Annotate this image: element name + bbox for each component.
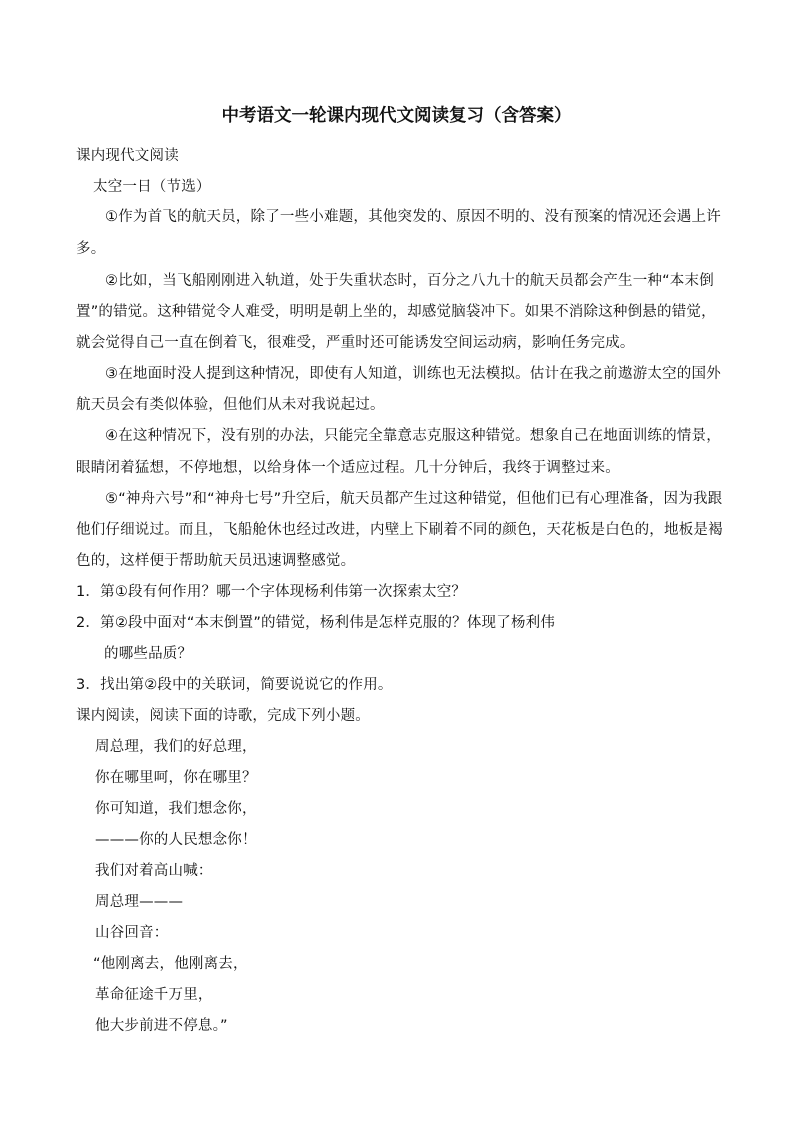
- poem-line-5: 我们对着高山喊：: [95, 863, 213, 879]
- question-2: 2．第②段中面对“本末倒置”的错觉，杨利伟是怎样克服的？体现了杨利伟: [76, 615, 556, 631]
- paragraph-3-line-1: ③在地面时没人提到这种情况，即使有人知道，训练也无法模拟。估计在我之前遨游太空的国外: [105, 366, 721, 382]
- passage-title: 太空一日（节选）: [93, 179, 211, 195]
- section-heading-modern-reading: 课内现代文阅读: [76, 148, 179, 164]
- paragraph-3-line-2: 航天员会有类似体验，但他们从未对我说起过。: [76, 397, 385, 413]
- paragraph-1-line-2: 多。: [76, 241, 106, 257]
- paragraph-2-line-1: ②比如，当飞船刚刚进入轨道，处于失重状态时，百分之八九十的航天员都会产生一种“本末倒: [105, 273, 714, 289]
- paragraph-5-line-1: ⑤“神舟六号”和“神舟七号”升空后，航天员都产生过这种错觉，但他们已有心理准备，因为我跟: [105, 491, 723, 507]
- paragraph-2-line-2: 置”的错觉。这种错觉令人难受，明明是朝上坐的，却感觉脑袋冲下。如果不消除这种倒悬的错觉，: [76, 304, 716, 320]
- poem-line-7: 山谷回音：: [95, 925, 169, 941]
- paragraph-2-line-3: 就会觉得自己一直在倒着飞，很难受，严重时还可能诱发空间运动病，影响任务完成。: [76, 335, 635, 351]
- question-2-continued: 的哪些品质？: [104, 646, 193, 662]
- document-title: 中考语文一轮课内现代文阅读复习（含答案）: [221, 106, 572, 126]
- poem-line-8: “他刚离去，他刚离去，: [93, 956, 248, 972]
- section-heading-poem-reading: 课内阅读，阅读下面的诗歌，完成下列小题。: [76, 708, 370, 724]
- poem-line-3: 你可知道，我们想念你，: [95, 801, 257, 817]
- question-3: 3．找出第②段中的关联词，简要说说它的作用。: [76, 677, 393, 693]
- paragraph-4-line-2: 眼睛闭着猛想，不停地想，以给身体一个适应过程。几十分钟后，我终于调整过来。: [76, 460, 620, 476]
- paragraph-1-line-1: ①作为首飞的航天员，除了一些小难题，其他突发的、原因不明的、没有预案的情况还会遇上许: [105, 209, 721, 225]
- paragraph-4-line-1: ④在这种情况下，没有别的办法，只能完全靠意志克服这种错觉。想象自己在地面训练的情景，: [105, 428, 721, 444]
- paragraph-5-line-3: 色的，这样便于帮助航天员迅速调整感觉。: [76, 553, 356, 569]
- poem-line-4: ———你的人民想念你！: [95, 832, 257, 848]
- poem-line-10: 他大步前进不停息。”: [95, 1018, 228, 1034]
- poem-line-2: 你在哪里呵，你在哪里？: [95, 770, 257, 786]
- poem-line-6: 周总理———: [95, 894, 184, 910]
- poem-line-1: 周总理，我们的好总理，: [95, 739, 257, 755]
- poem-line-9: 革命征途千万里，: [95, 987, 213, 1003]
- question-1: 1．第①段有何作用？哪一个字体现杨利伟第一次探索太空？: [76, 584, 467, 600]
- paragraph-5-line-2: 他们仔细说过。而且，飞船舱休也经过改进，内壁上下刷着不同的颜色，天花板是白色的，地板是褐: [76, 522, 723, 538]
